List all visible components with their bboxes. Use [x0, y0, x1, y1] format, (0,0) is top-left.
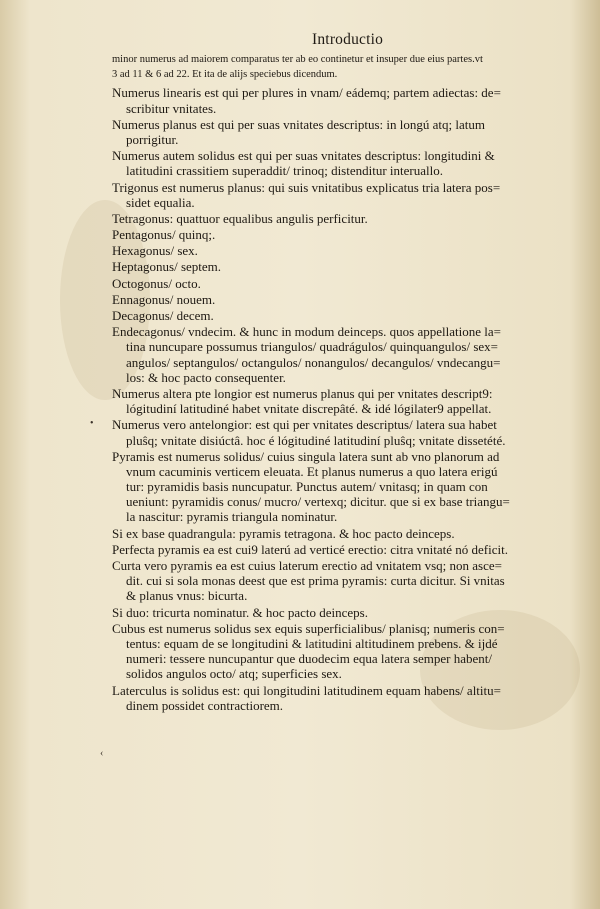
text-line: dit. cui si sola monas deest que est prima pyramis: curta dicitur. Si vnitas: [126, 573, 505, 589]
text-line: solidos angulos octo/ atq; superficies sex.: [126, 666, 342, 682]
text-line: tentus: equam de se longitudini & latitudini altitudinem prebens. & ijdé: [126, 635, 498, 651]
text-line: sidet equalia.: [126, 194, 195, 210]
text-line: Laterculus is solidus est: qui longitudini latitudinem equam habens/ altitu=: [112, 682, 501, 698]
text-line: Pentagonus/ quinq;.: [112, 227, 216, 243]
running-header: Introductio: [312, 31, 384, 48]
text-line: angulos/ septangulos/ octangulos/ nonangulos/ decangulos/ vndecangu=: [126, 354, 501, 370]
text-line: Curta vero pyramis ea est cuius laterum erectio ad vnitatem vsq; non asce=: [112, 558, 502, 573]
text-line: Tetragonus: quattuor equalibus angulis perficitur.: [112, 210, 368, 226]
text-line: tina nuncupare possumus triangulos/ quadrágulos/ quinquangulos/ sex=: [126, 339, 499, 355]
text-line: Pyramis est numerus solidus/ cuius singula latera sunt ab vno planorum ad: [112, 448, 500, 464]
text-line: Trigonus est numerus planus: qui suis vnitatibus explicatus tria latera pos=: [112, 179, 501, 195]
margin-mark: •: [90, 418, 94, 429]
text-line: Octogonus/ octo.: [112, 275, 201, 291]
text-line: Endecagonus/ vndecim. & hunc in modum deinceps. quos appellatione la=: [112, 324, 501, 340]
text-line: scribitur vnitates.: [126, 100, 217, 116]
text-line: dinem possidet contractiorem.: [126, 697, 284, 713]
text-line: porrigitur.: [126, 131, 179, 147]
text-line: Decagonus/ decem.: [112, 308, 214, 323]
margin-mark: ‹: [100, 748, 104, 759]
text-line: la nascitur: pyramis triangula nominatur.: [126, 509, 338, 525]
text-line: Cubus est numerus solidus sex equis superficialibus/ planisq; numeris con=: [112, 620, 505, 636]
text-line: latitudini crassitiem superaddit/ trinoq; distenditur interuallo.: [126, 163, 443, 179]
text-line: Si ex base quadrangula: pyramis tetragona. & hoc pacto deinceps.: [112, 525, 455, 541]
text-line: ueniunt: pyramidis conus/ mucro/ vertexq; dicitur. que si ex base triangu=: [126, 494, 510, 510]
text-line: Numerus vero antelongior: est qui per vnitates descriptus/ latera sua habet: [112, 417, 497, 433]
text-line: Numerus planus est qui per suas vnitates descriptus: in longú atq; latum: [112, 116, 485, 132]
text-line: Perfecta pyramis ea est cui9 laterú ad verticé erectio: citra vnitaté nó deficit.: [112, 541, 508, 557]
text-line: Numerus autem solidus est qui per suas vnitates descriptus: longitudini &: [112, 148, 495, 164]
text-line: pluŝq; vnitate disiúctâ. hoc é lógitudiné latitudiní pluŝq; vnitate dissetété.: [126, 432, 506, 448]
text-line: tur: pyramidis basis nuncupatur. Punctus autem/ vnitasq; in quam con: [126, 479, 488, 495]
text-line: Hexagonus/ sex.: [112, 243, 198, 259]
body-text: [112, 54, 590, 713]
text-line: 3 ad 11 & 6 ad 22. Et ita de alijs speciebus dicendum.: [112, 69, 338, 81]
text-line: lógitudiní latitudiné habet vnitate discrepâté. & idé lógilater9 appellat.: [126, 401, 492, 417]
text-line: Heptagonus/ septem.: [112, 259, 222, 275]
text-line: Ennagonus/ nouem.: [112, 291, 216, 307]
text-line: vnum cacuminis verticem eleuata. Et planus numerus a quo latera erigú: [126, 463, 498, 479]
text-line: minor numerus ad maiorem comparatus ter ab eo continetur et insuper due eius partes.vt: [112, 54, 483, 65]
text-line: Numerus linearis est qui per plures in vnam/ eádemq; partem adiectas: de=: [112, 85, 501, 101]
text-line: numeri: tessere nuncupantur que duodecim equa latera semper habent/: [126, 651, 493, 667]
text-line: Numerus altera pte longior est numerus planus qui per vnitates descript9:: [112, 385, 493, 401]
text-line: & planus vnus: bicurta.: [126, 588, 248, 604]
text-line: los: & hoc pacto consequenter.: [126, 369, 286, 385]
text-line: Si duo: tricurta nominatur. & hoc pacto deinceps.: [112, 604, 368, 620]
